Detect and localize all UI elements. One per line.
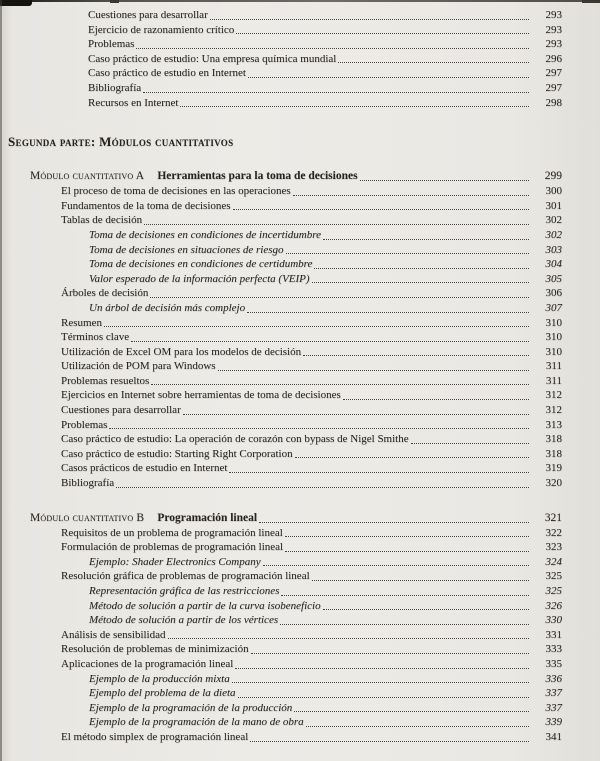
dot-leader [314,257,529,272]
toc-row [0,584,562,599]
toc-entry-page: 311 [545,374,562,387]
toc-row [0,730,562,745]
dot-leader [293,184,529,199]
toc-entry-label: Ejercicios en Internet sobre herramientas de toma de decisiones [61,389,341,402]
dot-leader [168,628,530,643]
toc-row [0,228,562,243]
toc-row [0,184,562,199]
toc-row [0,96,562,111]
dot-leader [323,228,529,243]
dot-leader [183,403,529,418]
toc-entry-page: 293 [545,38,562,51]
toc-row [0,213,562,228]
scan-artifact-top-edge [0,0,600,2]
toc-entry-page: 320 [545,477,562,490]
toc-entry-label: Representación gráfica de las restricciones [89,585,280,597]
module-number-label: Módulo cuantitativo A [30,170,145,183]
toc-entry-page: 319 [545,462,562,475]
toc-entry-label: Fundamentos de la toma de decisiones [61,199,231,212]
toc-entry-label: Caso práctico de estudio en Internet [88,67,246,80]
toc-entry-page: 307 [545,301,562,314]
toc-entry-label: Ejemplo de la producción mixta [89,672,230,685]
toc-entry-page: 311 [545,360,562,373]
scan-artifact-corner-blot [0,0,32,6]
dot-leader [218,359,529,374]
dot-leader [180,96,529,111]
toc-entry-page: 313 [545,418,562,431]
toc-entry-label: Utilización de POM para Windows [61,360,216,373]
toc-row [0,701,562,716]
dot-leader [285,526,529,541]
toc-entry-label: Bibliografía [61,477,115,490]
dot-leader [233,199,529,214]
toc-row [0,359,562,374]
dot-leader [238,686,529,701]
toc-entry-label: Recursos en Internet [88,96,179,109]
toc-entry-page: 324 [545,555,562,568]
toc-entry-label: Casos prácticos de estudio en Internet [61,462,228,475]
toc-entry-label: Método de solución a partir de los vértices [89,614,279,627]
dot-leader [131,330,529,345]
toc-row [0,447,562,462]
toc-entry-page: 305 [545,272,562,285]
toc-entry-label: Valor esperado de la información perfecta (VEIP) [89,272,310,285]
dot-leader [338,52,529,67]
toc-entry-label: Problemas resueltos [61,374,150,387]
toc-entry-page: 310 [545,345,562,358]
toc-row [0,199,562,214]
dot-leader [144,213,529,228]
toc-row [0,81,562,96]
dot-leader [295,447,529,462]
toc-entry-page: 318 [545,433,562,446]
toc-entry-page: 293 [545,23,562,36]
toc-entry-page: 339 [545,716,562,729]
toc-row [0,642,562,657]
toc-entry-page: 302 [545,228,562,241]
dot-leader [109,418,529,433]
module-header [0,169,562,184]
toc-entry-label: Ejemplo de la programación de la producción [89,701,293,714]
dot-leader [343,388,529,403]
toc-entry-page: 331 [545,628,562,641]
toc-row [0,555,562,570]
dot-leader [312,569,529,584]
toc-entry-page: 300 [545,185,562,198]
dot-leader [263,555,529,570]
toc-row [0,672,562,687]
dot-leader [281,584,529,599]
dot-leader [303,345,529,360]
toc-row [0,345,562,360]
toc-entry-page: 302 [545,214,562,227]
toc-entry-label: Utilización de Excel OM para los modelos de decisión [61,345,302,358]
toc-entry-label: Toma de decisiones en situaciones de riesgo [89,243,284,256]
toc-entry-page: 335 [545,657,562,670]
dot-leader [229,461,529,476]
toc-entry-page: 310 [545,316,562,329]
module-number-label: Módulo cuantitativo B [30,511,145,524]
dot-leader [248,66,529,81]
toc-entry-label: Caso práctico de estudio: Una empresa química mundial [88,52,337,65]
dot-leader [104,316,529,331]
toc-entry-page: 296 [545,52,562,65]
toc-entry-page: 297 [545,81,562,94]
toc-entry-page: 306 [545,287,562,300]
toc-row [0,66,562,81]
toc-row [0,272,562,287]
module-header [0,511,562,526]
toc-entry-page: 325 [545,570,562,583]
toc-row [0,569,562,584]
dot-leader [286,243,529,258]
toc-row [0,628,562,643]
toc-row [0,613,562,628]
dot-leader [116,476,529,491]
toc-entry-label: Toma de decisiones en condiciones de incertidumbre [89,228,321,241]
toc-entry-page: 298 [545,96,562,109]
toc-row [0,715,562,730]
dot-leader [151,374,529,389]
toc-row [0,374,562,389]
dot-leader [232,672,529,687]
toc-entry-page: 337 [545,701,562,714]
toc-entry-label: Bibliografía [88,81,142,94]
toc-entry-label: Caso práctico de estudio: La operación de corazón con bypass de Nigel Smithe [61,433,409,446]
toc-entry-label: Un árbol de decisión más complejo [89,301,246,314]
toc-entry-page: 304 [545,258,562,271]
dot-leader [312,272,529,287]
toc-entry-page: 301 [545,199,562,212]
module-title-label: Herramientas para la toma de decisiones [157,170,358,183]
toc-row [0,461,562,476]
toc-row [0,243,562,258]
toc-row [0,403,562,418]
toc-entry-label: Cuestiones para desarrollar [88,9,208,21]
toc-entry-label: Requisitos de un problema de programación lineal [61,526,283,539]
toc-entry-page: 312 [545,404,562,417]
toc-entry-label: Formulación de problemas de programación lineal [61,541,284,554]
toc-entry-label: Problemas [88,38,135,51]
dot-leader [411,432,529,447]
dot-leader [280,613,529,628]
toc-entry-page: 297 [545,67,562,80]
toc-entry-label: El proceso de toma de decisiones en las operaciones [61,185,291,198]
dot-leader [285,540,529,555]
toc-row [0,8,562,23]
toc-entry-label: Caso práctico de estudio: Starting Right Corporation [61,447,293,460]
dot-leader [251,642,529,657]
toc-row [0,540,562,555]
scan-artifact-top-right [582,0,600,3]
toc-entry-page: 325 [545,585,562,597]
dot-leader [236,23,529,38]
toc-row [0,418,562,433]
toc-row [0,526,562,541]
toc-row [0,599,562,614]
toc-row [0,257,562,272]
toc-row [0,301,562,316]
dot-leader [306,715,529,730]
dot-leader [323,599,529,614]
toc-row [0,316,562,331]
toc-entry-label: Árboles de decisión [61,287,149,300]
part-title: Segunda parte: Módulos cuantitativos [8,134,234,150]
toc-entry-page: 322 [545,526,562,539]
toc-entry-page: 318 [545,447,562,460]
toc-entry-label: Toma de decisiones en condiciones de certidumbre [89,258,313,271]
dot-leader [210,8,529,23]
toc-entry-page: 330 [545,614,562,627]
toc-entry-page: 303 [545,243,562,256]
toc-row [0,432,562,447]
module-title-label: Programación lineal [157,511,258,524]
dot-leader [259,511,529,526]
dot-leader [294,701,529,716]
toc-entry-label: Método de solución a partir de la curva isobeneficio [89,599,321,612]
toc-entry-page: 312 [545,389,562,402]
dot-leader [136,37,529,52]
dot-leader [143,81,529,96]
scan-artifact-top-tick [110,0,119,3]
toc-entry-page: 323 [545,541,562,554]
toc-entry-label: Resolución gráfica de problemas de programación lineal [61,570,310,583]
toc-entry-label: Ejemplo: Shader Electronics Company [89,555,261,568]
toc-entry-page: 326 [545,599,562,612]
toc-row [0,476,562,491]
toc-entry-page: 337 [545,687,562,700]
dot-leader [247,301,529,316]
toc-entry-page: 341 [545,730,562,743]
table-of-contents [0,8,600,745]
toc-entry-label: Resolución de problemas de minimización [61,643,249,656]
toc-entry-page: 293 [545,9,562,21]
toc-row [0,52,562,67]
toc-entry-label: Ejemplo del problema de la dieta [89,687,236,700]
dot-leader [235,657,529,672]
toc-entry-label: Resumen [61,316,102,329]
module-page-number: 321 [544,511,562,524]
toc-entry-label: Ejercicio de razonamiento crítico [88,23,235,36]
toc-row [0,657,562,672]
toc-entry-label: Problemas [61,418,108,431]
toc-entry-label: Tablas de decisión [61,214,143,227]
module-page-number: 299 [544,170,562,183]
toc-entry-page: 336 [545,672,562,685]
toc-entry-label: Análisis de sensibilidad [61,628,166,641]
dot-leader [150,286,529,301]
toc-row [0,388,562,403]
toc-entry-label: El método simplex de programación lineal [61,730,249,743]
toc-entry-label: Términos clave [61,331,130,344]
toc-row [0,330,562,345]
toc-entry-label: Cuestiones para desarrollar [61,404,181,417]
toc-entry-label: Ejemplo de la programación de la mano de obra [89,716,304,729]
dot-leader [360,169,529,184]
toc-row [0,686,562,701]
toc-entry-page: 310 [545,331,562,344]
toc-entry-page: 333 [545,643,562,656]
dot-leader [250,730,529,745]
toc-entry-label: Aplicaciones de la programación lineal [61,657,234,670]
toc-row [0,37,562,52]
toc-row [0,286,562,301]
toc-row [0,23,562,38]
